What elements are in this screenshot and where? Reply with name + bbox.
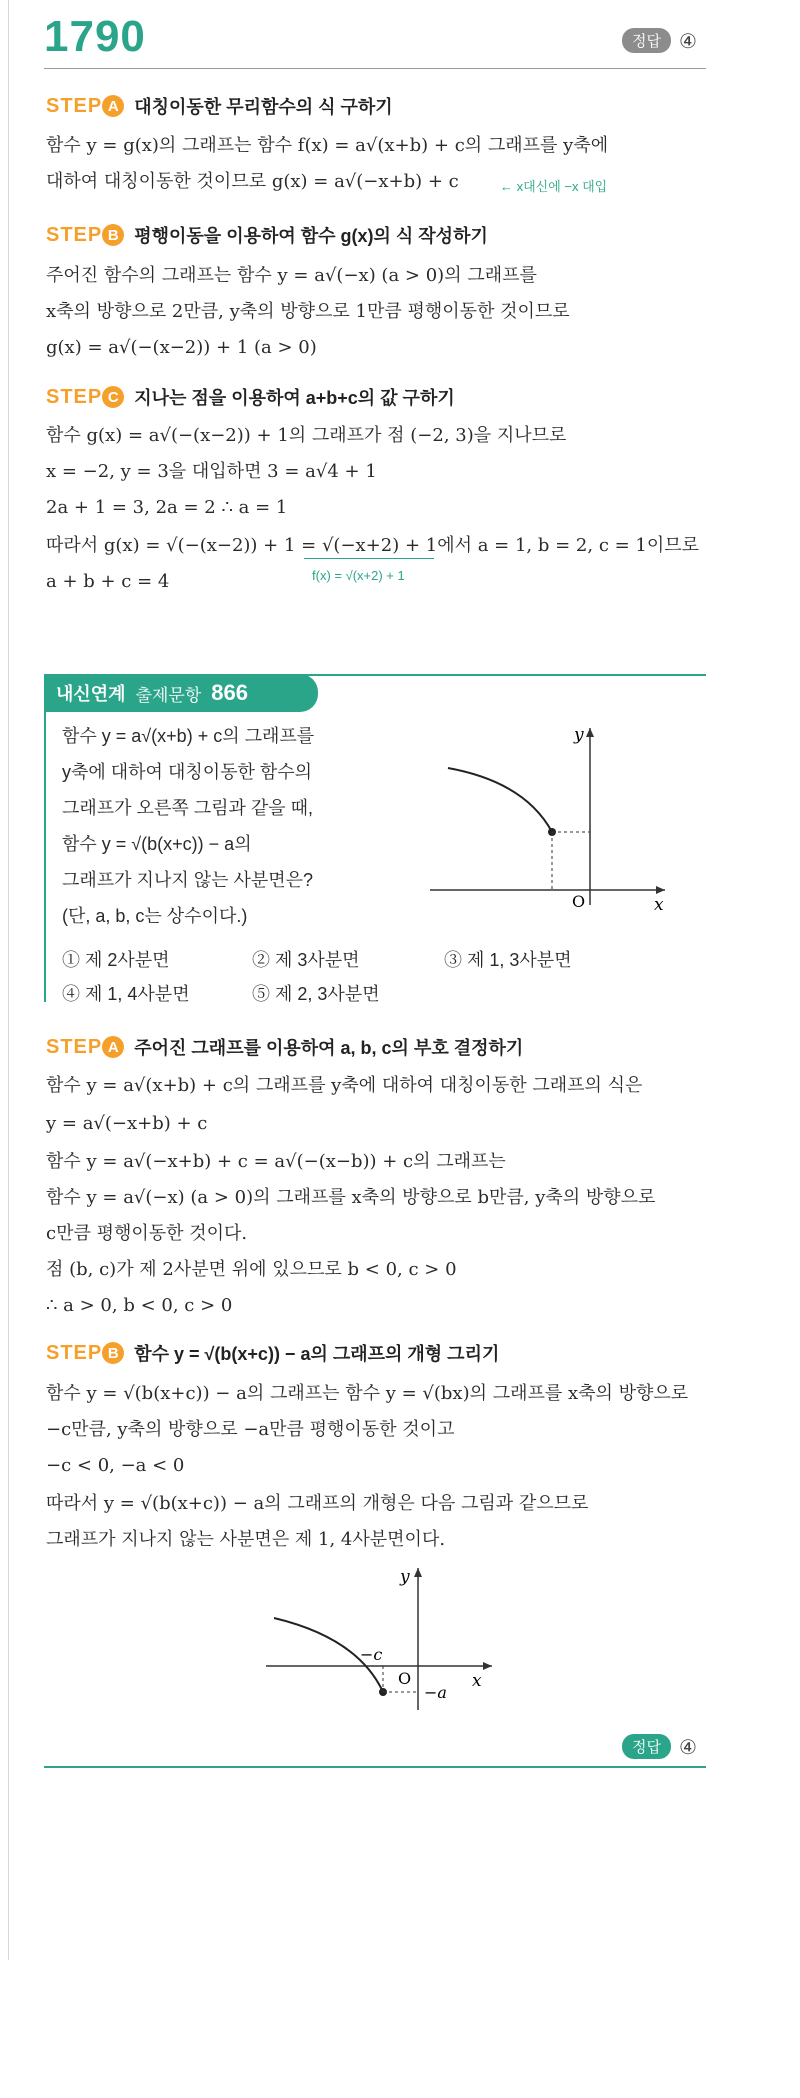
text-line: x축의 방향으로 2만큼, y축의 방향으로 1만큼 평행이동한 것이므로 — [46, 301, 570, 322]
linked-problem-header — [44, 674, 318, 712]
problem-number: 1790 — [44, 12, 146, 61]
step-title: 평행이동을 이용하여 함수 g(x)의 식 작성하기 — [134, 226, 488, 246]
box-top-rule — [300, 674, 706, 676]
text-line: y = a√(−x+b) + c — [46, 1113, 208, 1134]
origin-label: O — [398, 1669, 412, 1688]
text-line: −c < 0, −a < 0 — [46, 1455, 185, 1476]
step-word: STEP — [46, 385, 103, 408]
step-title: 대칭이동한 무리함수의 식 구하기 — [134, 97, 393, 117]
text-line: 함수 y = g(x)의 그래프는 함수 f(x) = a√(x+b) + c의 그래프를 y축에 — [46, 135, 609, 156]
text-line: 주어진 함수의 그래프는 함수 y = a√(−x) (a > 0)의 그래프를 — [46, 265, 537, 286]
step-letter-badge: C — [102, 386, 124, 408]
underline-note: f(x) = √(x+2) + 1 — [312, 568, 405, 583]
text-line: 함수 y = a√(−x+b) + c = a√(−(x−b)) + c의 그래프는 — [46, 1151, 506, 1172]
choice-5: ⑤ 제 2, 3사분면 — [252, 984, 380, 1004]
step-title: 함수 y = √(b(x+c)) − a의 그래프의 개형 그리기 — [134, 1344, 500, 1364]
curve — [448, 768, 552, 832]
step-a-heading-2 — [46, 1034, 523, 1060]
choice-2: ② 제 3사분면 — [252, 950, 360, 970]
header-divider — [44, 68, 706, 69]
text-line: 대하여 대칭이동한 것이므로 g(x) = a√(−x+b) + c — [46, 171, 459, 192]
text-line: 따라서 g(x) = √(−(x−2)) + 1 = √(−x+2) + 1에서 a = 1, b = 2, c = 1이므로 — [46, 535, 700, 556]
step-b-heading-2 — [46, 1340, 499, 1366]
answer-value: ④ — [678, 28, 697, 53]
answer-badge: 정답 — [622, 28, 671, 53]
text-line: 함수 g(x) = a√(−(x−2)) + 1의 그래프가 점 (−2, 3)을 지나므로 — [46, 425, 567, 446]
text-line: 함수 y = a√(x+b) + c의 그래프를 y축에 대하여 대칭이동한 그래프의 식은 — [46, 1075, 643, 1096]
text-line: g(x) = a√(−(x−2)) + 1 (a > 0) — [46, 337, 317, 358]
neg-a-label: −a — [424, 1683, 447, 1702]
step-letter-badge: B — [102, 224, 124, 246]
step-c-heading — [46, 384, 455, 410]
x-axis-label: x — [472, 1671, 482, 1691]
step-letter-badge: B — [102, 1342, 124, 1364]
x-axis-label: x — [654, 895, 664, 910]
question-graph — [420, 720, 680, 910]
step-title: 주어진 그래프를 이용하여 a, b, c의 부호 결정하기 — [134, 1038, 524, 1058]
text-line: x = −2, y = 3을 대입하면 3 = a√4 + 1 — [46, 461, 377, 482]
step-word: STEP — [46, 1035, 103, 1058]
step-b-heading — [46, 222, 488, 248]
solution-graph — [260, 1560, 500, 1720]
step-letter-badge: A — [102, 95, 124, 117]
text-line: 따라서 y = √(b(x+c)) − a의 그래프의 개형은 다음 그림과 같으므로 — [46, 1493, 589, 1514]
linked-number: 866 — [211, 680, 248, 705]
text-line: a + b + c = 4 — [46, 571, 170, 592]
text-line: 2a + 1 = 3, 2a = 2 ∴ a = 1 — [46, 497, 288, 518]
choice-4: ④ 제 1, 4사분면 — [62, 984, 190, 1004]
step-letter-badge: A — [102, 1036, 124, 1058]
underline-marker — [304, 558, 434, 559]
question-line: (단, a, b, c는 상수이다.) — [62, 906, 248, 926]
answer-footer — [622, 1734, 697, 1759]
answer-badge: 정답 — [622, 1734, 671, 1759]
question-line: y축에 대하여 대칭이동한 함수의 — [62, 762, 313, 782]
question-line: 함수 y = a√(x+b) + c의 그래프를 — [62, 726, 315, 746]
answer-value: ④ — [678, 1734, 697, 1759]
question-line: 함수 y = √(b(x+c)) − a의 — [62, 834, 252, 854]
choice-1: ① 제 2사분면 — [62, 950, 170, 970]
x-axis-arrow — [483, 1662, 492, 1670]
text-line: −c만큼, y축의 방향으로 −a만큼 평행이동한 것이고 — [46, 1419, 455, 1440]
y-axis-label: y — [400, 1567, 410, 1587]
step-title: 지나는 점을 이용하여 a+b+c의 값 구하기 — [134, 388, 455, 408]
question-line: 그래프가 지나지 않는 사분면은? — [62, 870, 314, 890]
text-line: 점 (b, c)가 제 2사분면 위에 있으므로 b < 0, c > 0 — [46, 1259, 457, 1280]
question-line: 그래프가 오른쪽 그림과 같을 때, — [62, 798, 314, 818]
page-edge-line — [8, 0, 9, 1960]
linked-label: 내신연계 — [56, 684, 126, 704]
text-line: 함수 y = a√(−x) (a > 0)의 그래프를 x축의 방향으로 b만큼, y축의 방향으로 — [46, 1187, 656, 1208]
text-line: 그래프가 지나지 않는 사분면은 제 1, 4사분면이다. — [46, 1529, 446, 1550]
y-axis-label: y — [574, 725, 584, 745]
step-word: STEP — [46, 223, 103, 246]
text-line: c만큼 평행이동한 것이다. — [46, 1223, 248, 1244]
step-word: STEP — [46, 94, 103, 117]
y-axis-arrow — [414, 1568, 422, 1577]
text-line: ∴ a > 0, b < 0, c > 0 — [46, 1295, 233, 1316]
x-axis-arrow — [656, 886, 665, 894]
step-word: STEP — [46, 1341, 103, 1364]
text-line: 함수 y = √(b(x+c)) − a의 그래프는 함수 y = √(bx)의 그래프를 x축의 방향으로 — [46, 1383, 689, 1404]
answer-header — [622, 28, 697, 53]
y-axis-arrow — [586, 728, 594, 737]
linked-sublabel: 출제문항 — [135, 685, 202, 705]
substitution-note: ← x대신에 −x 대입 — [500, 179, 608, 194]
step-a-heading — [46, 93, 393, 119]
box-left-rule — [44, 712, 46, 1002]
neg-c-label: −c — [360, 1645, 383, 1664]
origin-label: O — [572, 892, 586, 910]
footer-rule — [44, 1766, 706, 1768]
choice-3: ③ 제 1, 3사분면 — [444, 950, 572, 970]
